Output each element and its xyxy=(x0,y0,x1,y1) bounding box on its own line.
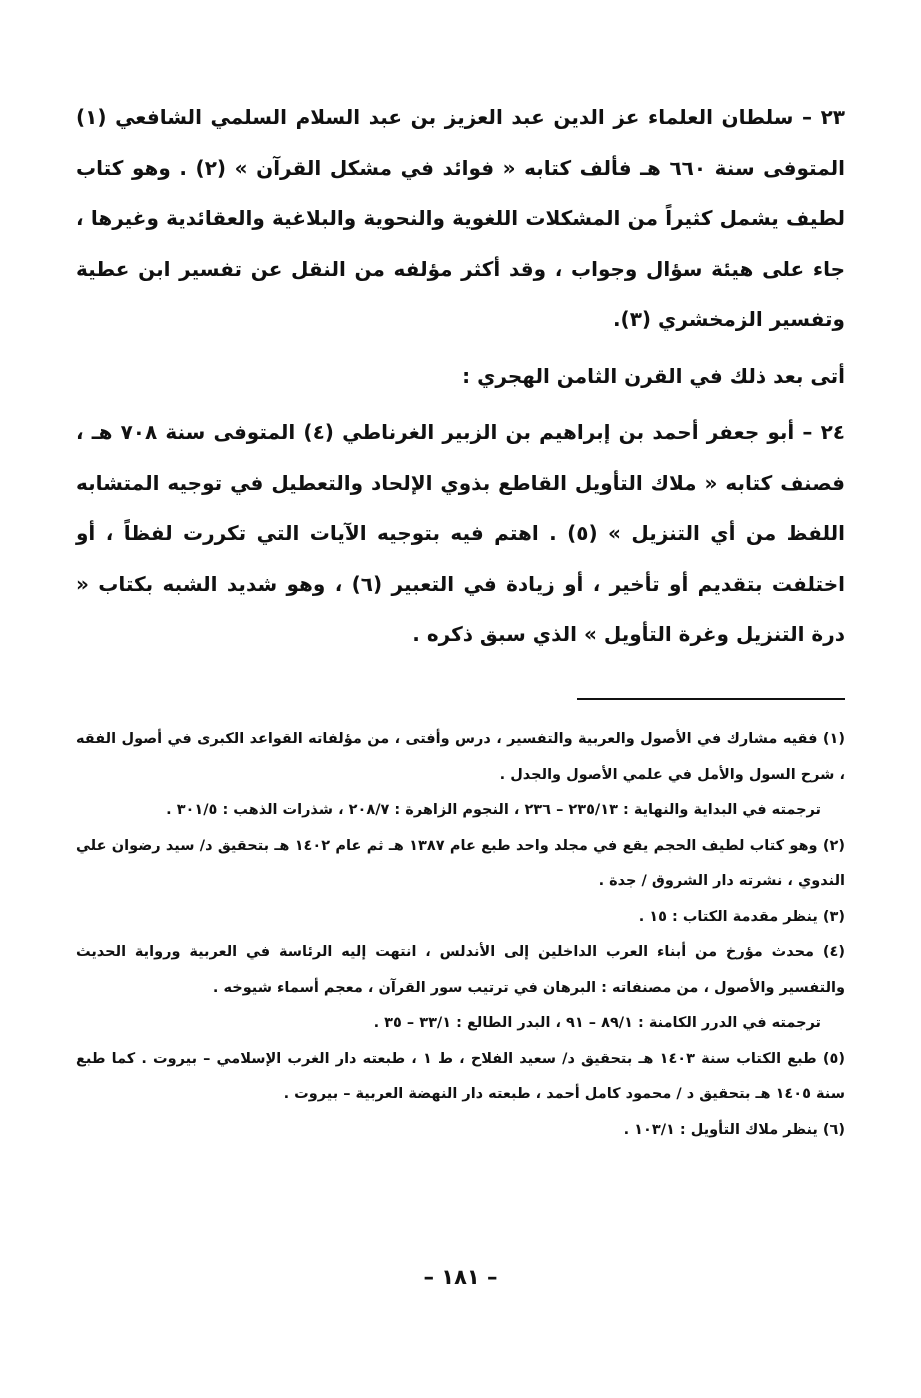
footnote-6: (٦) ينظر ملاك التأويل : ١٠٣/١ . xyxy=(623,1121,845,1138)
footnote-1: (١) فقيه مشارك في الأصول والعربية والتفسير ، درس وأفتى ، من مؤلفاته القواعد الكبرى في أصول الفقه ، شرح السول والأمل في علمي الأصول والجدل . xyxy=(76,731,845,783)
footnote-5: (٥) طبع الكتاب سنة ١٤٠٣ هـ بتحقيق د/ سعيد الفلاح ، ط ١ ، طبعته دار الغرب الإسلامي – بيروت . كما طبع سنة ١٤٠٥ هـ بتحقيق د / محمود كامل أحمد ، طبعته دار النهضة العربية – بيروت . xyxy=(76,1050,845,1102)
paragraph-23: ٢٣ – سلطان العلماء عز الدين عبد العزيز بن عبد السلام السلمي الشافعي (١) المتوفى سنة ٦٦٠ هـ فألف كتابه « فوائد في مشكل القرآن » (٢) . وهو كتاب لطيف يشمل كثيراً من المشكلات اللغوية والنحوية والبلاغية والعقائدية وغيرها ، جاء على هيئة سؤال وجواب ، وقد أكثر مؤلفه من النقل عن تفسير ابن عطية وتفسير الزمخشري (٣). xyxy=(76,105,845,331)
footnotes xyxy=(76,722,845,1148)
section-heading: أتى بعد ذلك في القرن الثامن الهجري : xyxy=(462,363,845,388)
footnote-separator xyxy=(577,698,845,700)
footnote-1-bio: ترجمته في البداية والنهاية : ٢٣٥/١٣ – ٢٣٦ ، النجوم الزاهرة : ٢٠٨/٧ ، شذرات الذهب : ٣٠١/٥ . xyxy=(166,802,821,818)
paragraph-24: ٢٤ – أبو جعفر أحمد بن إبراهيم بن الزبير الغرناطي (٤) المتوفى سنة ٧٠٨ هـ ، فصنف كتابه « ملاك التأويل القاطع بذوي الإلحاد والتعطيل في توجيه المتشابه اللفظ من أي التنزيل » (٥) . اهتم فيه بتوجيه الآيات التي تكررت لفظاً ، أو اختلفت بتقديم أو تأخير ، أو زيادة في التعبير (٦) ، وهو شديد الشبه بكتاب « درة التنزيل وغرة التأويل » الذي سبق ذكره . xyxy=(76,420,845,646)
page-number: – ١٨١ – xyxy=(423,1265,498,1289)
footnote-2: (٢) وهو كتاب لطيف الحجم يقع في مجلد واحد طبع عام ١٣٨٧ هـ ثم عام ١٤٠٢ هـ بتحقيق د/ سيد رضوان علي الندوي ، نشرته دار الشروق / جدة . xyxy=(76,837,846,889)
footnote-3: (٣) ينظر مقدمة الكتاب : ١٥ . xyxy=(638,908,845,925)
footnote-4: (٤) محدث مؤرخ من أبناء العرب الداخلين إلى الأندلس ، انتهت إليه الرئاسة في العربية ورواية الحديث والتفسير والأصول ، من مصنفاته : البرهان في ترتيب سور القرآن ، معجم أسماء شيوخه . xyxy=(76,944,845,996)
main-body xyxy=(76,92,845,660)
footnote-4-bio: ترجمته في الدرر الكامنة : ٨٩/١ – ٩١ ، البدر الطالع : ٣٣/١ – ٣٥ . xyxy=(373,1015,821,1031)
